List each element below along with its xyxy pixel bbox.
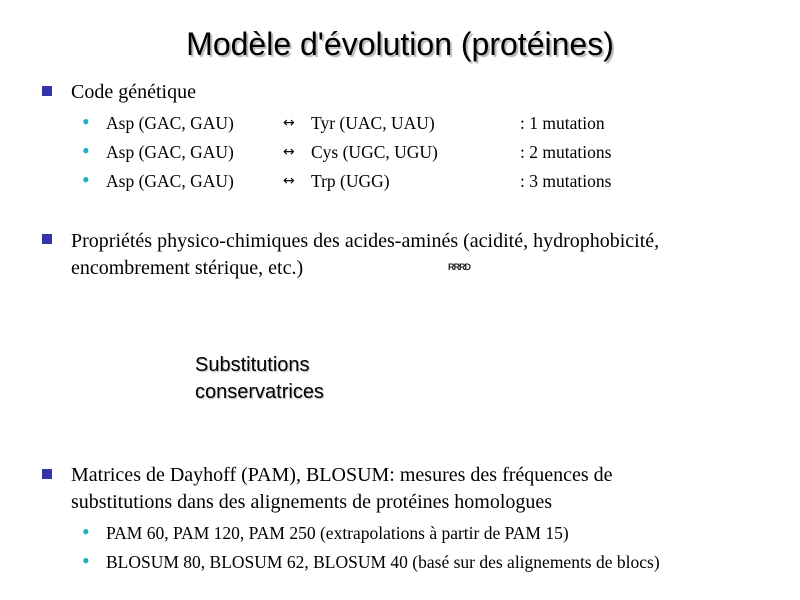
overlapping-text-artifact: RRRD: [448, 262, 470, 272]
bullet-dot-icon: •: [82, 167, 90, 192]
matrices-line-1: Matrices de Dayhoff (PAM), BLOSUM: mesures des fréquences de: [71, 464, 613, 486]
mutation-from: Asp (GAC, GAU): [106, 171, 234, 191]
label-line-1: Substitutions: [195, 354, 310, 376]
mutation-from: Asp (GAC, GAU): [106, 113, 234, 133]
mutation-result: : 3 mutations: [520, 171, 612, 191]
pam-list-item: PAM 60, PAM 120, PAM 250 (extrapolations à partir de PAM 15): [106, 523, 569, 543]
properties-line-2: encombrement stérique, etc.): [71, 257, 304, 279]
mutation-to: Trp (UGG): [311, 171, 390, 191]
bullet-square-icon: [42, 234, 52, 244]
label-line-2: conservatrices: [195, 381, 324, 403]
conservative-substitutions-label: [195, 352, 324, 406]
blosum-list-item: BLOSUM 80, BLOSUM 62, BLOSUM 40 (basé sur des alignements de blocs): [106, 552, 660, 572]
matrices-line-2: substitutions dans des alignements de protéines homologues: [71, 491, 553, 513]
bullet-dot-icon: •: [82, 548, 90, 573]
bullet-square-icon: [42, 86, 52, 96]
mutation-result: : 2 mutations: [520, 142, 612, 162]
bullet-square-icon: [42, 469, 52, 479]
double-arrow-icon: ↔: [283, 144, 295, 160]
double-arrow-icon: ↔: [283, 173, 295, 189]
properties-line-1: Propriétés physico-chimiques des acides-aminés (acidité, hydrophobicité,: [71, 230, 660, 252]
bullet-dot-icon: •: [82, 138, 90, 163]
double-arrow-icon: ↔: [283, 115, 295, 131]
slide-title: Modèle d'évolution (protéines): [186, 26, 614, 62]
mutation-result: : 1 mutation: [520, 113, 605, 133]
mutation-from: Asp (GAC, GAU): [106, 142, 234, 162]
mutation-to: Tyr (UAC, UAU): [311, 113, 435, 133]
bullet-dot-icon: •: [82, 109, 90, 134]
mutation-to: Cys (UGC, UGU): [311, 142, 438, 162]
bullet-dot-icon: •: [82, 519, 90, 544]
section-heading-genetic-code: Code génétique: [71, 81, 196, 103]
